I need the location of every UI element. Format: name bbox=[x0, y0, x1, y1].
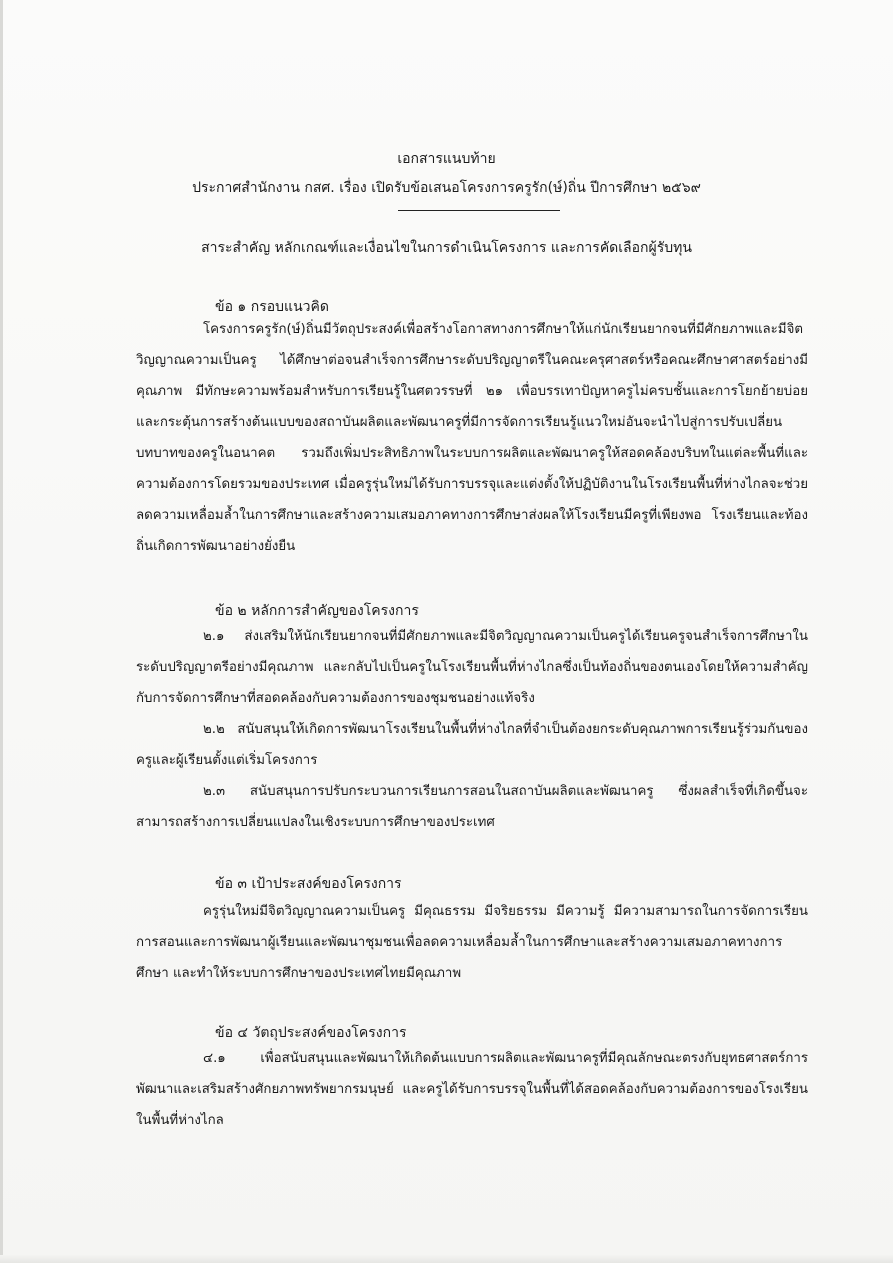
section-3-heading: ข้อ ๓ เป้าประสงค์ของโครงการ bbox=[215, 876, 402, 892]
section-1-paragraph: โครงการครูรัก(ษ์)ถิ่นมีวัตถุประสงค์เพื่อสร้างโอกาสทางการศึกษาให้แก่นักเรียนยากจนที่มีศักยภาพและมีจิตวิญญาณความเป็นครู ได้ศึกษาต่อจนสำเร็จการศึกษาระดับปริญญาตรีในคณะครุศาสตร์หรือคณะศึกษาศาสตร์อย่างมีคุณภาพ มีทักษะความพร้อมสำหรับการเรียนรู้ในศตวรรษที่ ๒๑ เพื่อบรรเทาปัญหาครูไม่ครบชั้นและการโยกย้ายบ่อย และกระตุ้นการสร้างต้นแบบของสถาบันผลิตและพัฒนาครูที่มีการจัดการเรียนรู้แนวใหม่อันจะนำไปสู่การปรับเปลี่ยนบทบาทของครูในอนาคต รวมถึงเพิ่มประสิทธิภาพในระบบการผลิตและพัฒนาครูให้สอดคล้องบริบทในแต่ละพื้นที่และความต้องการโดยรวมของประเทศ เมื่อครูรุ่นใหม่ได้รับการบรรจุและแต่งตั้งให้ปฏิบัติงานในโรงเรียนพื้นที่ห่างไกลจะช่วยลดความเหลื่อมล้ำในการศึกษาและสร้างความเสมอภาคทางการศึกษาส่งผลให้โรงเรียนมีครูที่เพียงพอ โรงเรียนและท้องถิ่นเกิดการพัฒนาอย่างยั่งยืน bbox=[136, 322, 808, 554]
section-4-1-paragraph: ๔.๑ เพื่อสนับสนุนและพัฒนาให้เกิดต้นแบบการผลิตและพัฒนาครูที่มีคุณลักษณะตรงกับยุทธศาสตร์การพัฒนาและเสริมสร้างศักยภาพทรัพยากรมนุษย์ และครูได้รับการบรรจุในพื้นที่ได้สอดคล้องกับความต้องการของโรงเรียนในพื้นที่ห่างไกล bbox=[136, 1051, 808, 1128]
section-2-2-paragraph: ๒.๒ สนับสนุนให้เกิดการพัฒนาโรงเรียนในพื้นที่ห่างไกลที่จำเป็นต้องยกระดับคุณภาพการเรียนรู้ร่วมกันของครูและผู้เรียนตั้งแต่เริ่มโครงการ bbox=[136, 722, 808, 768]
title-divider bbox=[398, 210, 560, 211]
section-2-3-paragraph: ๒.๓ สนับสนุนการปรับกระบวนการเรียนการสอนในสถาบันผลิตและพัฒนาครู ซึ่งผลสำเร็จที่เกิดขึ้นจะสามารถสร้างการเปลี่ยนแปลงในเชิงระบบการศึกษาของประเทศ bbox=[136, 784, 808, 830]
section-1-heading: ข้อ ๑ กรอบแนวคิด bbox=[215, 299, 329, 315]
section-4-heading: ข้อ ๔ วัตถุประสงค์ของโครงการ bbox=[215, 1025, 407, 1041]
section-3-paragraph: ครูรุ่นใหม่มีจิตวิญญาณความเป็นครู มีคุณธรรม มีจริยธรรม มีความรู้ มีความสามารถในการจัดการเรียนการสอนและการพัฒนาผู้เรียนและพัฒนาชุมชนเพื่อลดความเหลื่อมล้ำในการศึกษาและสร้างความเสมอภาคทางการศึกษา และทำให้ระบบการศึกษาของประเทศไทยมีคุณภาพ bbox=[136, 904, 808, 981]
summary-title: สาระสำคัญ หลักเกณฑ์และเงื่อนไขในการดำเนินโครงการ และการคัดเลือกผู้รับทุน bbox=[201, 240, 692, 256]
section-2-1-paragraph: ๒.๑ ส่งเสริมให้นักเรียนยากจนที่มีศักยภาพและมีจิตวิญญาณความเป็นครูได้เรียนครูจนสำเร็จการศึกษาในระดับปริญญาตรีอย่างมีคุณภาพ และกลับไปเป็นครูในโรงเรียนพื้นที่ห่างไกลซึ่งเป็นท้องถิ่นของตนเองโดยให้ความสำคัญกับการจัดการศึกษาที่สอดคล้องกับความต้องการของชุมชนอย่างแท้จริง bbox=[136, 629, 808, 706]
announcement-title: ประกาศสำนักงาน กสศ. เรื่อง เปิดรับข้อเสนอโครงการครูรัก(ษ์)ถิ่น ปีการศึกษา ๒๕๖๙ bbox=[192, 180, 701, 196]
section-2-heading: ข้อ ๒ หลักการสำคัญของโครงการ bbox=[215, 603, 419, 619]
page-bottom-edge bbox=[0, 1255, 893, 1263]
attachment-title: เอกสารแนบท้าย bbox=[397, 151, 496, 167]
